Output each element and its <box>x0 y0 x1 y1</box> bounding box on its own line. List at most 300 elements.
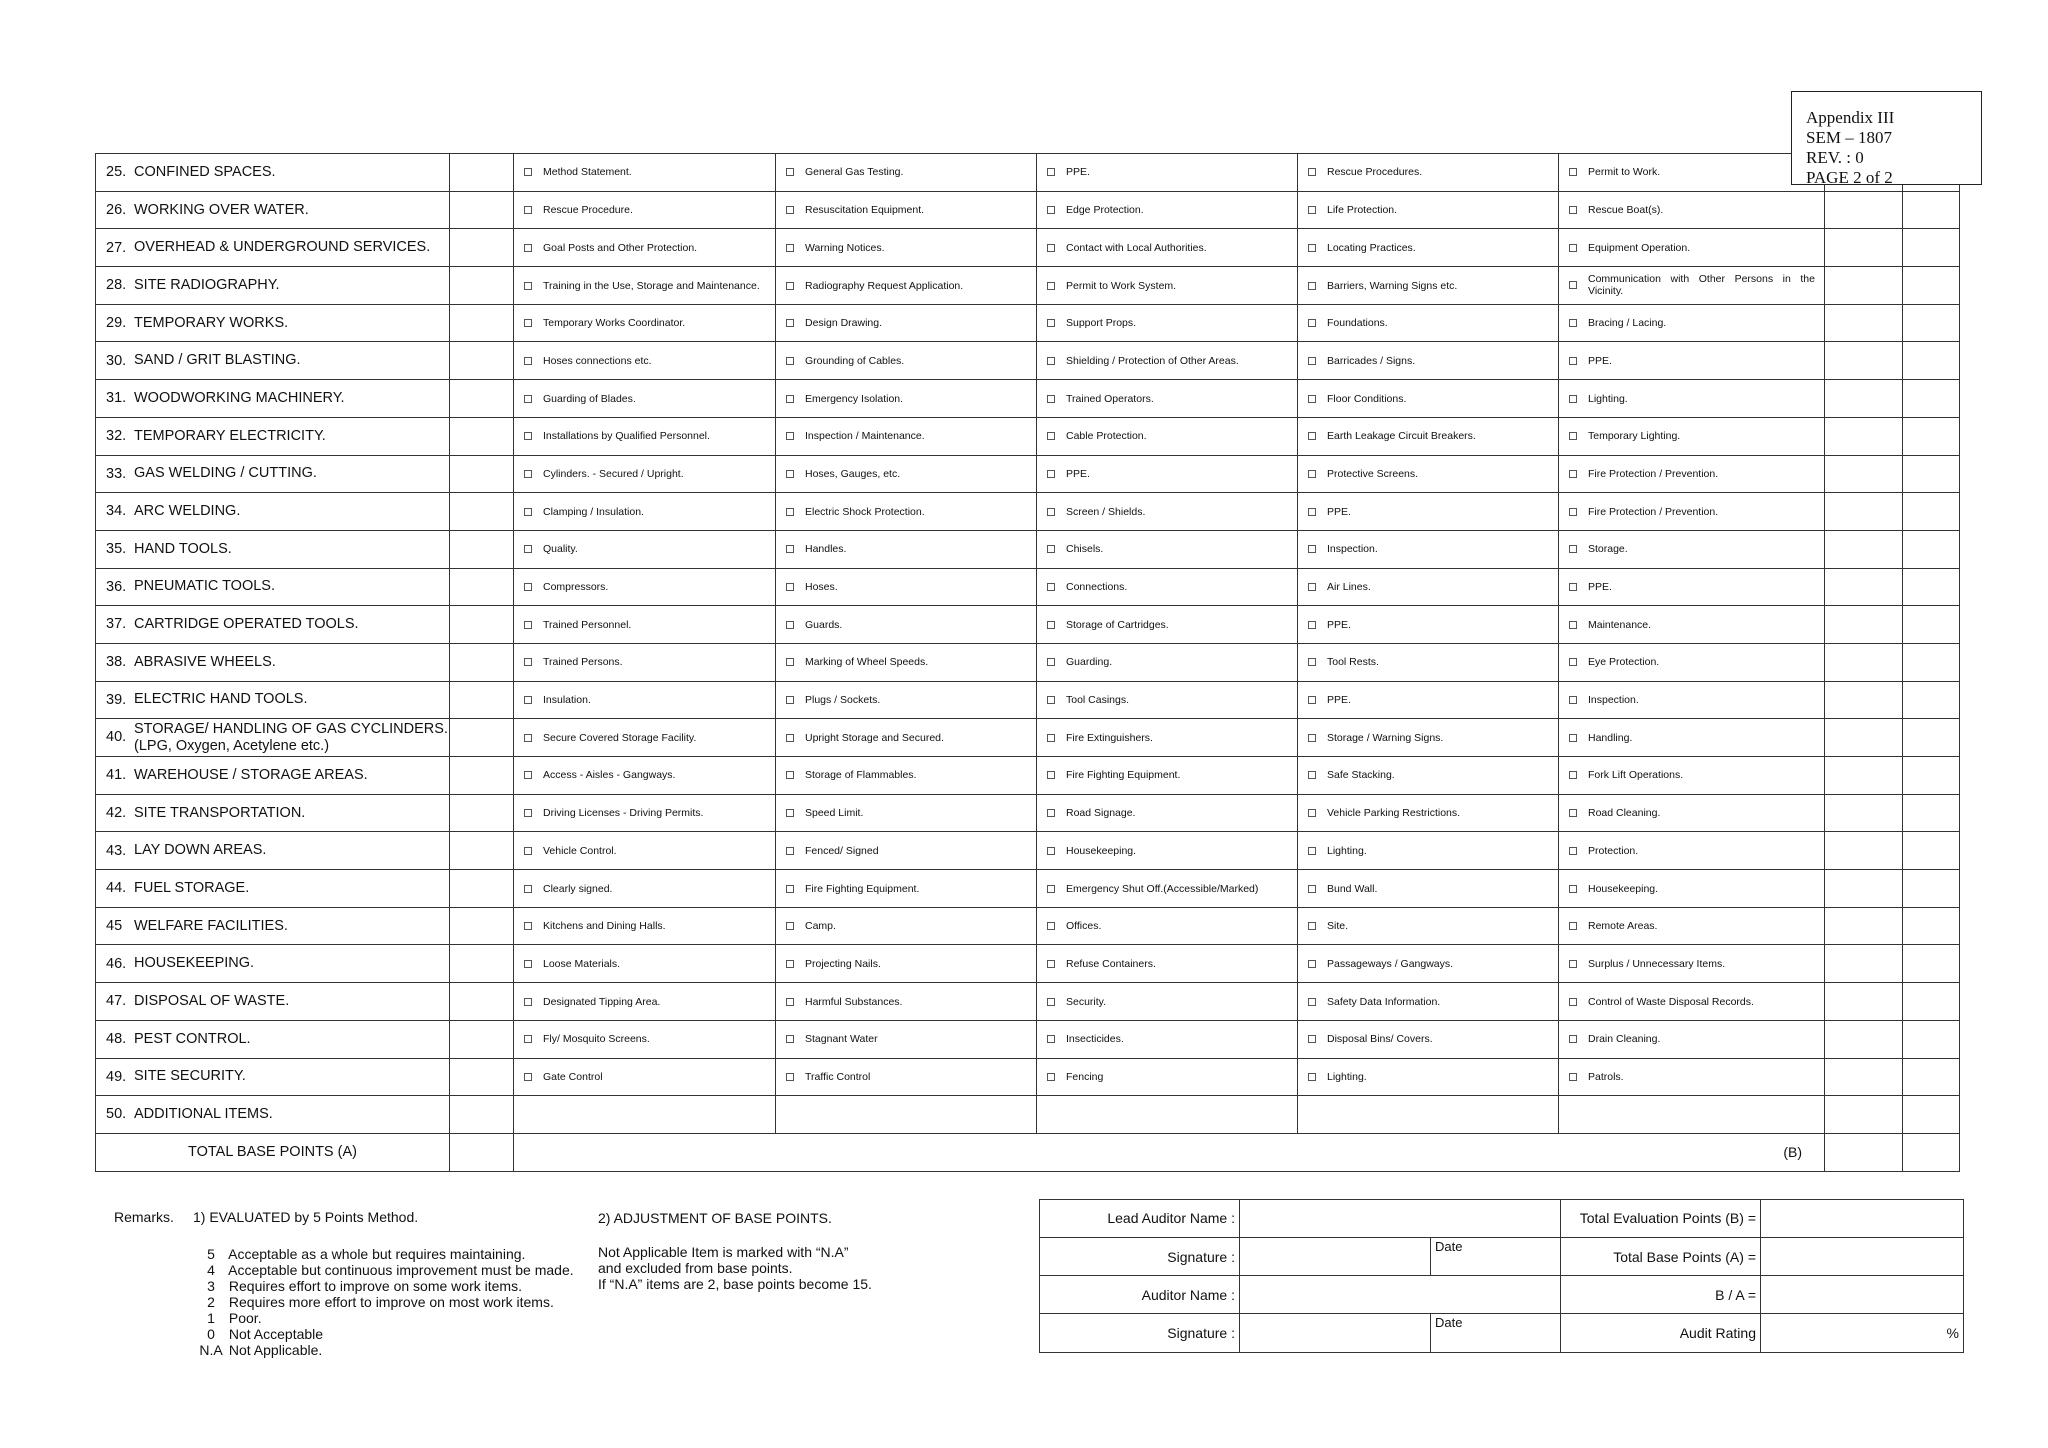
points-cell[interactable] <box>1825 1058 1903 1096</box>
checkbox-icon[interactable] <box>1308 696 1316 704</box>
checkbox-icon[interactable] <box>786 771 794 779</box>
checkbox-icon[interactable] <box>524 1035 532 1043</box>
checkbox-icon[interactable] <box>1047 847 1055 855</box>
checkbox-icon[interactable] <box>1047 357 1055 365</box>
checklist-item[interactable] <box>776 380 1037 418</box>
points-cell[interactable] <box>1825 719 1903 757</box>
points-cell[interactable] <box>1825 1096 1903 1134</box>
checkbox-icon[interactable] <box>786 1035 794 1043</box>
checkbox-icon[interactable] <box>786 432 794 440</box>
points-cell[interactable] <box>1825 568 1903 606</box>
checklist-item[interactable] <box>1298 1058 1559 1096</box>
checkbox-icon[interactable] <box>1308 847 1316 855</box>
checklist-item[interactable] <box>1559 304 1825 342</box>
points-cell[interactable] <box>1825 229 1903 267</box>
rating-cell[interactable] <box>1903 191 1960 229</box>
checkbox-icon[interactable] <box>786 998 794 1006</box>
checkbox-icon[interactable] <box>1047 658 1055 666</box>
rating-cell[interactable] <box>1903 342 1960 380</box>
score-cell[interactable] <box>450 643 514 681</box>
checklist-item[interactable] <box>514 719 776 757</box>
checklist-item[interactable] <box>1559 757 1825 795</box>
checklist-item[interactable] <box>1298 304 1559 342</box>
points-cell[interactable] <box>1825 1020 1903 1058</box>
points-cell[interactable] <box>1825 267 1903 305</box>
points-cell[interactable] <box>1825 606 1903 644</box>
checklist-item[interactable] <box>776 945 1037 983</box>
checkbox-icon[interactable] <box>1047 395 1055 403</box>
total-rating-cell[interactable] <box>1903 1133 1960 1171</box>
checkbox-icon[interactable] <box>1569 470 1577 478</box>
checklist-item[interactable] <box>1298 568 1559 606</box>
rating-cell[interactable] <box>1903 757 1960 795</box>
rating-cell[interactable] <box>1903 1096 1960 1134</box>
checkbox-icon[interactable] <box>1569 621 1577 629</box>
checkbox-icon[interactable] <box>1047 696 1055 704</box>
checklist-item[interactable] <box>776 417 1037 455</box>
checklist-item[interactable] <box>1037 719 1298 757</box>
checkbox-icon[interactable] <box>1047 621 1055 629</box>
checklist-item[interactable] <box>1298 342 1559 380</box>
checklist-item[interactable] <box>1298 191 1559 229</box>
checkbox-icon[interactable] <box>786 885 794 893</box>
checklist-item[interactable] <box>1298 493 1559 531</box>
checklist-item[interactable] <box>1559 530 1825 568</box>
checkbox-icon[interactable] <box>524 658 532 666</box>
checklist-item[interactable] <box>1559 907 1825 945</box>
score-cell[interactable] <box>450 304 514 342</box>
checkbox-icon[interactable] <box>786 621 794 629</box>
checklist-item[interactable] <box>514 191 776 229</box>
points-cell[interactable] <box>1825 530 1903 568</box>
checkbox-icon[interactable] <box>1308 545 1316 553</box>
checklist-item[interactable] <box>1037 493 1298 531</box>
checklist-item[interactable] <box>1559 606 1825 644</box>
points-cell[interactable] <box>1825 455 1903 493</box>
points-cell[interactable] <box>1825 417 1903 455</box>
checklist-item[interactable] <box>1298 757 1559 795</box>
total-points-cell[interactable] <box>1825 1133 1903 1171</box>
lead-auditor-signature-field[interactable] <box>1240 1237 1431 1276</box>
checkbox-icon[interactable] <box>786 1073 794 1081</box>
checkbox-icon[interactable] <box>786 357 794 365</box>
checklist-item[interactable] <box>776 1058 1037 1096</box>
score-cell[interactable] <box>450 832 514 870</box>
score-cell[interactable] <box>450 1096 514 1134</box>
checkbox-icon[interactable] <box>786 319 794 327</box>
checkbox-icon[interactable] <box>1047 1073 1055 1081</box>
checklist-item[interactable] <box>1298 1020 1559 1058</box>
score-cell[interactable] <box>450 606 514 644</box>
points-cell[interactable] <box>1825 983 1903 1021</box>
checkbox-icon[interactable] <box>1308 922 1316 930</box>
checklist-item[interactable] <box>1298 832 1559 870</box>
checklist-item[interactable] <box>514 530 776 568</box>
checkbox-icon[interactable] <box>1308 206 1316 214</box>
checkbox-icon[interactable] <box>1569 206 1577 214</box>
checklist-item[interactable] <box>776 757 1037 795</box>
checklist-item[interactable] <box>1559 643 1825 681</box>
checklist-item[interactable] <box>1037 380 1298 418</box>
points-cell[interactable] <box>1825 681 1903 719</box>
checklist-item[interactable] <box>776 681 1037 719</box>
checklist-item[interactable] <box>1298 417 1559 455</box>
rating-cell[interactable] <box>1903 870 1960 908</box>
checkbox-icon[interactable] <box>1569 319 1577 327</box>
checklist-item[interactable] <box>1559 267 1825 305</box>
checklist-item[interactable] <box>514 606 776 644</box>
score-cell[interactable] <box>450 417 514 455</box>
checkbox-icon[interactable] <box>786 734 794 742</box>
checklist-item[interactable] <box>1037 191 1298 229</box>
checklist-item[interactable] <box>1559 983 1825 1021</box>
checkbox-icon[interactable] <box>786 696 794 704</box>
checkbox-icon[interactable] <box>1569 960 1577 968</box>
checklist-item[interactable] <box>514 417 776 455</box>
checklist-item[interactable] <box>514 1058 776 1096</box>
checklist-item[interactable] <box>1559 1020 1825 1058</box>
checkbox-icon[interactable] <box>1569 1035 1577 1043</box>
checklist-item[interactable] <box>1298 643 1559 681</box>
checklist-item[interactable] <box>514 983 776 1021</box>
checklist-item[interactable] <box>514 342 776 380</box>
checkbox-icon[interactable] <box>524 771 532 779</box>
auditor-name-field[interactable] <box>1240 1276 1561 1314</box>
checklist-item[interactable] <box>776 568 1037 606</box>
checklist-item[interactable] <box>514 568 776 606</box>
checkbox-icon[interactable] <box>1569 847 1577 855</box>
checklist-item[interactable] <box>776 983 1037 1021</box>
checkbox-icon[interactable] <box>524 319 532 327</box>
score-cell[interactable] <box>450 757 514 795</box>
checkbox-icon[interactable] <box>1569 281 1577 289</box>
checkbox-icon[interactable] <box>524 470 532 478</box>
auditor-date-field[interactable]: Date <box>1431 1314 1561 1353</box>
checklist-item[interactable] <box>1559 191 1825 229</box>
checkbox-icon[interactable] <box>1308 809 1316 817</box>
checklist-item[interactable] <box>1037 1020 1298 1058</box>
checklist-item[interactable] <box>1037 530 1298 568</box>
checkbox-icon[interactable] <box>524 545 532 553</box>
checklist-item[interactable] <box>1298 945 1559 983</box>
auditor-signature-field[interactable] <box>1240 1314 1431 1353</box>
checklist-item[interactable] <box>1037 870 1298 908</box>
rating-cell[interactable] <box>1903 493 1960 531</box>
points-cell[interactable] <box>1825 342 1903 380</box>
rating-cell[interactable] <box>1903 1020 1960 1058</box>
rating-cell[interactable] <box>1903 1058 1960 1096</box>
score-cell[interactable] <box>450 568 514 606</box>
checkbox-icon[interactable] <box>524 583 532 591</box>
score-cell[interactable] <box>450 983 514 1021</box>
checkbox-icon[interactable] <box>1569 244 1577 252</box>
checklist-item[interactable] <box>514 870 776 908</box>
rating-cell[interactable] <box>1903 568 1960 606</box>
checklist-item[interactable] <box>1298 154 1559 192</box>
points-cell[interactable] <box>1825 643 1903 681</box>
checklist-item[interactable] <box>776 719 1037 757</box>
checklist-item[interactable] <box>1298 380 1559 418</box>
checklist-item[interactable] <box>1298 794 1559 832</box>
checklist-item[interactable] <box>1298 455 1559 493</box>
points-cell[interactable] <box>1825 757 1903 795</box>
lead-auditor-name-field[interactable] <box>1240 1200 1561 1238</box>
checklist-item[interactable] <box>1037 342 1298 380</box>
checkbox-icon[interactable] <box>1308 583 1316 591</box>
checkbox-icon[interactable] <box>1308 1073 1316 1081</box>
checkbox-icon[interactable] <box>524 696 532 704</box>
checklist-item[interactable] <box>1298 719 1559 757</box>
checklist-item[interactable] <box>1037 304 1298 342</box>
checkbox-icon[interactable] <box>1569 809 1577 817</box>
checkbox-icon[interactable] <box>786 545 794 553</box>
checklist-item[interactable] <box>1559 417 1825 455</box>
checklist-item[interactable] <box>514 757 776 795</box>
checkbox-icon[interactable] <box>1047 470 1055 478</box>
checklist-item[interactable] <box>1037 757 1298 795</box>
checklist-item[interactable] <box>776 229 1037 267</box>
checkbox-icon[interactable] <box>524 885 532 893</box>
checkbox-icon[interactable] <box>524 168 532 176</box>
rating-cell[interactable] <box>1903 417 1960 455</box>
checklist-item[interactable] <box>514 154 776 192</box>
checkbox-icon[interactable] <box>1569 771 1577 779</box>
checkbox-icon[interactable] <box>1047 244 1055 252</box>
checklist-item[interactable] <box>1559 154 1825 192</box>
rating-cell[interactable] <box>1903 794 1960 832</box>
checkbox-icon[interactable] <box>786 244 794 252</box>
checkbox-icon[interactable] <box>1308 658 1316 666</box>
checklist-item[interactable] <box>1298 530 1559 568</box>
checklist-item[interactable] <box>514 380 776 418</box>
score-cell[interactable] <box>450 719 514 757</box>
points-cell[interactable] <box>1825 304 1903 342</box>
checkbox-icon[interactable] <box>786 168 794 176</box>
checklist-item[interactable] <box>1298 606 1559 644</box>
checkbox-icon[interactable] <box>1569 545 1577 553</box>
total-score-cell[interactable] <box>450 1133 514 1171</box>
checklist-item[interactable] <box>514 1020 776 1058</box>
checkbox-icon[interactable] <box>1047 206 1055 214</box>
checkbox-icon[interactable] <box>786 508 794 516</box>
checklist-item[interactable] <box>1559 832 1825 870</box>
points-cell[interactable] <box>1825 191 1903 229</box>
total-evaluation-points-field[interactable] <box>1761 1200 1964 1238</box>
checkbox-icon[interactable] <box>1569 922 1577 930</box>
checklist-item[interactable] <box>514 794 776 832</box>
checkbox-icon[interactable] <box>524 960 532 968</box>
checkbox-icon[interactable] <box>524 1073 532 1081</box>
score-cell[interactable] <box>450 681 514 719</box>
checklist-item[interactable] <box>514 267 776 305</box>
checkbox-icon[interactable] <box>1047 771 1055 779</box>
checkbox-icon[interactable] <box>1308 998 1316 1006</box>
checklist-item[interactable] <box>776 794 1037 832</box>
points-cell[interactable] <box>1825 945 1903 983</box>
checkbox-icon[interactable] <box>524 395 532 403</box>
checklist-item[interactable] <box>514 681 776 719</box>
checklist-item[interactable] <box>1037 681 1298 719</box>
checkbox-icon[interactable] <box>1047 734 1055 742</box>
checklist-item[interactable] <box>776 191 1037 229</box>
checklist-item[interactable] <box>776 530 1037 568</box>
checkbox-icon[interactable] <box>1308 282 1316 290</box>
points-cell[interactable] <box>1825 870 1903 908</box>
score-cell[interactable] <box>450 945 514 983</box>
checklist-item[interactable] <box>1037 983 1298 1021</box>
checkbox-icon[interactable] <box>1569 734 1577 742</box>
checklist-item[interactable] <box>776 870 1037 908</box>
checklist-item[interactable] <box>1559 229 1825 267</box>
ba-ratio-field[interactable] <box>1761 1276 1964 1314</box>
checkbox-icon[interactable] <box>524 508 532 516</box>
checkbox-icon[interactable] <box>524 998 532 1006</box>
checkbox-icon[interactable] <box>1047 583 1055 591</box>
checkbox-icon[interactable] <box>1308 1035 1316 1043</box>
checkbox-icon[interactable] <box>1047 168 1055 176</box>
rating-cell[interactable] <box>1903 719 1960 757</box>
checklist-item[interactable] <box>1037 568 1298 606</box>
checklist-item[interactable] <box>776 455 1037 493</box>
checkbox-icon[interactable] <box>1569 658 1577 666</box>
checklist-item[interactable] <box>1037 794 1298 832</box>
checklist-item[interactable] <box>776 606 1037 644</box>
checklist-item[interactable] <box>1559 719 1825 757</box>
checklist-item[interactable] <box>1298 267 1559 305</box>
checklist-item[interactable] <box>514 304 776 342</box>
checkbox-icon[interactable] <box>1047 432 1055 440</box>
checklist-item[interactable] <box>1037 606 1298 644</box>
checklist-item[interactable] <box>1559 342 1825 380</box>
rating-cell[interactable] <box>1903 455 1960 493</box>
points-cell[interactable] <box>1825 832 1903 870</box>
checklist-item[interactable] <box>1037 267 1298 305</box>
score-cell[interactable] <box>450 455 514 493</box>
checkbox-icon[interactable] <box>1569 696 1577 704</box>
checkbox-icon[interactable] <box>1308 734 1316 742</box>
checklist-item[interactable] <box>776 643 1037 681</box>
checkbox-icon[interactable] <box>786 847 794 855</box>
points-cell[interactable] <box>1825 907 1903 945</box>
points-cell[interactable] <box>1825 380 1903 418</box>
checkbox-icon[interactable] <box>1308 432 1316 440</box>
rating-cell[interactable] <box>1903 380 1960 418</box>
score-cell[interactable] <box>450 870 514 908</box>
checkbox-icon[interactable] <box>1569 1073 1577 1081</box>
checkbox-icon[interactable] <box>524 244 532 252</box>
checklist-item[interactable] <box>1298 681 1559 719</box>
checklist-item[interactable] <box>514 493 776 531</box>
checkbox-icon[interactable] <box>1569 508 1577 516</box>
score-cell[interactable] <box>450 493 514 531</box>
checkbox-icon[interactable] <box>1308 357 1316 365</box>
checkbox-icon[interactable] <box>1569 885 1577 893</box>
checklist-item[interactable] <box>776 907 1037 945</box>
rating-cell[interactable] <box>1903 832 1960 870</box>
checkbox-icon[interactable] <box>524 734 532 742</box>
checkbox-icon[interactable] <box>1569 432 1577 440</box>
checklist-item[interactable] <box>776 267 1037 305</box>
checkbox-icon[interactable] <box>524 621 532 629</box>
checkbox-icon[interactable] <box>524 809 532 817</box>
rating-cell[interactable] <box>1903 267 1960 305</box>
checkbox-icon[interactable] <box>1047 319 1055 327</box>
checkbox-icon[interactable] <box>1308 244 1316 252</box>
score-cell[interactable] <box>450 342 514 380</box>
checkbox-icon[interactable] <box>1047 809 1055 817</box>
checklist-item[interactable] <box>776 832 1037 870</box>
checklist-item[interactable] <box>1298 907 1559 945</box>
checkbox-icon[interactable] <box>1308 470 1316 478</box>
score-cell[interactable] <box>450 154 514 192</box>
checkbox-icon[interactable] <box>1308 168 1316 176</box>
checklist-item[interactable] <box>1037 907 1298 945</box>
lead-auditor-date-field[interactable]: Date <box>1431 1237 1561 1276</box>
checkbox-icon[interactable] <box>786 206 794 214</box>
checklist-item[interactable] <box>1559 1058 1825 1096</box>
rating-cell[interactable] <box>1903 945 1960 983</box>
score-cell[interactable] <box>450 1058 514 1096</box>
checkbox-icon[interactable] <box>1047 1035 1055 1043</box>
checkbox-icon[interactable] <box>1047 545 1055 553</box>
total-base-points-field[interactable] <box>1761 1237 1964 1276</box>
checkbox-icon[interactable] <box>1308 319 1316 327</box>
checkbox-icon[interactable] <box>786 809 794 817</box>
score-cell[interactable] <box>450 191 514 229</box>
checklist-item[interactable] <box>514 832 776 870</box>
checklist-item[interactable] <box>514 455 776 493</box>
rating-cell[interactable] <box>1903 606 1960 644</box>
rating-cell[interactable] <box>1903 681 1960 719</box>
score-cell[interactable] <box>450 267 514 305</box>
checklist-item[interactable] <box>1298 870 1559 908</box>
rating-cell[interactable] <box>1903 907 1960 945</box>
checklist-item[interactable] <box>1037 417 1298 455</box>
rating-cell[interactable] <box>1903 643 1960 681</box>
checkbox-icon[interactable] <box>524 206 532 214</box>
checkbox-icon[interactable] <box>524 922 532 930</box>
checkbox-icon[interactable] <box>524 847 532 855</box>
checkbox-icon[interactable] <box>1047 885 1055 893</box>
checkbox-icon[interactable] <box>524 357 532 365</box>
checkbox-icon[interactable] <box>1308 395 1316 403</box>
checklist-item[interactable] <box>1298 229 1559 267</box>
checklist-item[interactable] <box>514 643 776 681</box>
checklist-item[interactable] <box>1037 832 1298 870</box>
rating-cell[interactable] <box>1903 530 1960 568</box>
score-cell[interactable] <box>450 380 514 418</box>
checkbox-icon[interactable] <box>1308 621 1316 629</box>
checklist-item[interactable] <box>1037 455 1298 493</box>
checklist-item[interactable] <box>514 907 776 945</box>
checklist-item[interactable] <box>1037 229 1298 267</box>
score-cell[interactable] <box>450 907 514 945</box>
checkbox-icon[interactable] <box>1047 282 1055 290</box>
checkbox-icon[interactable] <box>1569 998 1577 1006</box>
checkbox-icon[interactable] <box>1569 357 1577 365</box>
checklist-item[interactable] <box>1559 681 1825 719</box>
checkbox-icon[interactable] <box>1308 508 1316 516</box>
rating-cell[interactable] <box>1903 983 1960 1021</box>
checklist-item[interactable] <box>1037 154 1298 192</box>
checklist-item[interactable] <box>1037 1058 1298 1096</box>
checkbox-icon[interactable] <box>1308 960 1316 968</box>
checkbox-icon[interactable] <box>786 922 794 930</box>
checklist-item[interactable] <box>514 229 776 267</box>
checklist-item[interactable] <box>1037 643 1298 681</box>
checklist-item[interactable] <box>1037 945 1298 983</box>
checkbox-icon[interactable] <box>786 282 794 290</box>
